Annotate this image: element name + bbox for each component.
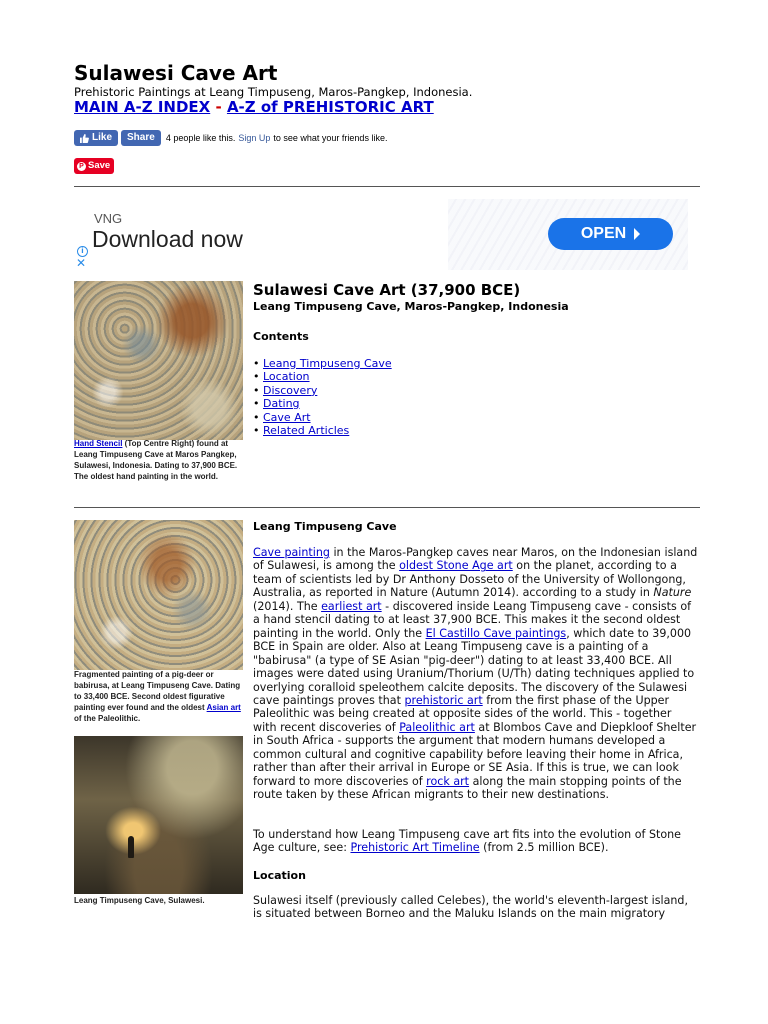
- paragraph-text: To understand how Leang Timpuseng cave art fits into the evolution of Stone Age culture, see:: [253, 828, 681, 855]
- divider: [74, 507, 700, 508]
- ad-open-label: OPEN: [580, 225, 627, 242]
- contents-link-related-articles[interactable]: Related Articles: [263, 424, 350, 438]
- contents-link-leang-timpuseng[interactable]: Leang Timpuseng Cave: [263, 357, 392, 370]
- babirusa-caption: [74, 669, 244, 724]
- contents-item: [253, 397, 392, 410]
- nav-separator: -: [215, 98, 222, 116]
- paragraph-text: at Blombos Cave and Diepkloof Shelter in South Africa - supports the argument that modern humans developed a common cultural and cognitive capability before leaving their home in Africa, rather than after their arrival in Europe or SE Asia. If this is true, we can look forward to more discoveries of: [253, 720, 697, 788]
- close-icon[interactable]: ✕: [76, 256, 87, 270]
- facebook-share-button[interactable]: Share: [121, 130, 161, 146]
- facebook-like-button[interactable]: [74, 130, 118, 146]
- ad-advertiser: VNG: [94, 211, 123, 226]
- ad-open-button[interactable]: [548, 218, 673, 250]
- contents-heading: Contents: [253, 330, 309, 343]
- article-title: Sulawesi Cave Art (37,900 BCE): [253, 281, 521, 299]
- paragraph-text: along the main stopping points of the route taken by these African migrants to their new destinations.: [253, 774, 682, 802]
- asian-art-link[interactable]: Asian art: [206, 703, 241, 712]
- paragraph-location: Sulawesi itself (previously called Celebes), the world's eleventh-largest island, is situated between Borneo and the Maluku Islands on the main migratory: [253, 894, 688, 921]
- contents-link-location[interactable]: Location: [263, 370, 310, 384]
- el-castillo-link[interactable]: El Castillo Cave paintings: [425, 626, 567, 640]
- contents-link-cave-art[interactable]: Cave Art: [263, 410, 311, 424]
- babirusa-painting-photo: [74, 520, 243, 670]
- contents-item: [253, 370, 392, 383]
- cave-interior-photo: [74, 736, 243, 894]
- babirusa-caption-text: Fragmented painting of a pig-deer or babirusa, at Leang Timpuseng Cave. Dating to 33,400 BCE. Second oldest figurative painting ever found and the oldest: [74, 670, 241, 712]
- prehistoric-art-link[interactable]: prehistoric art: [404, 693, 483, 707]
- signup-suffix-text: to see what your friends like.: [273, 133, 388, 143]
- paragraph-text: , which date to 39,000 BCE in Spain are older. Also at Leang Timpuseng cave is a painting of a "babirusa" (a type of SE Asian "pig-deer") dating to at least 33,400 BCE. All images were dated using Uranium/Thorium (U/Th) dating techniques applied to overlying coralloid speleothem calcite deposits. The discovery of the Sulawesi cave paintings proves that: [253, 626, 695, 707]
- info-icon[interactable]: i: [77, 246, 88, 257]
- arrow-right-icon: [634, 228, 640, 240]
- ad-banner[interactable]: [74, 199, 688, 270]
- oldest-stone-age-art-link[interactable]: oldest Stone Age art: [399, 559, 513, 573]
- cave-caption: Leang Timpuseng Cave, Sulawesi.: [74, 896, 205, 905]
- page-title: Sulawesi Cave Art: [74, 61, 278, 85]
- contents-link-dating[interactable]: Dating: [263, 397, 300, 411]
- article-subtitle: Leang Timpuseng Cave, Maros-Pangkep, Indonesia: [253, 300, 569, 313]
- pinterest-icon: P: [77, 162, 86, 171]
- az-prehistoric-art-link[interactable]: A-Z of PREHISTORIC ART: [226, 98, 434, 116]
- babirusa-caption-suffix: of the Paleolithic.: [74, 714, 141, 723]
- cave-explorer-figure: [128, 836, 134, 858]
- divider: [74, 186, 700, 187]
- contents-link-discovery[interactable]: Discovery: [263, 383, 318, 397]
- ad-headline[interactable]: Download now: [92, 226, 243, 252]
- hand-stencil-caption-text: (Top Centre Right) found at Leang Timpuseng Cave at Maros Pangkep, Sulawesi, Indonesia. Dating to 37,900 BCE. The oldest hand painting in the world.: [74, 439, 238, 481]
- page-subtitle: Prehistoric Paintings at Leang Timpuseng, Maros-Pangkep, Indonesia.: [74, 85, 473, 99]
- like-label: Like: [92, 132, 113, 143]
- paragraph-text: on the planet, according to a team of scientists led by Dr Anthony Dosseto of the University of Wollongong, Australia, as reported in Nature (Autumn 2014). according to a study in: [253, 559, 686, 600]
- hand-stencil-caption: [74, 438, 244, 482]
- save-label: Save: [88, 160, 111, 171]
- cave-painting-link[interactable]: Cave painting: [253, 546, 330, 559]
- top-nav: [74, 98, 434, 116]
- paragraph-text: in the Maros-Pangkep caves near Maros, on the Indonesian island of Sulawesi, is among the: [253, 546, 698, 573]
- rock-art-link[interactable]: rock art: [426, 774, 470, 788]
- paragraph-text: (2014). The: [253, 599, 322, 613]
- like-count-text: 4 people like this.: [165, 133, 236, 143]
- nature-journal-name: Nature: [653, 586, 692, 600]
- hand-stencil-photo: [74, 281, 243, 440]
- hand-stencil-link[interactable]: Hand Stencil: [74, 439, 123, 448]
- pinterest-save-button[interactable]: [74, 158, 114, 174]
- contents-list: [253, 357, 392, 437]
- prehistoric-art-timeline-link[interactable]: Prehistoric Art Timeline: [350, 841, 480, 855]
- section-heading-leang-timpuseng: Leang Timpuseng Cave: [253, 520, 397, 533]
- facebook-like-bar: [74, 130, 387, 146]
- thumbs-up-icon: [80, 134, 89, 143]
- contents-item: [253, 411, 392, 424]
- paragraph-text: from the first phase of the Upper Paleolithic was being created at opposite sides of the world. This - together with recent discoveries of: [253, 693, 672, 734]
- contents-item: [253, 424, 392, 437]
- main-az-index-link[interactable]: MAIN A-Z INDEX: [74, 98, 211, 116]
- section-heading-location: Location: [253, 869, 306, 882]
- earliest-art-link[interactable]: earliest art: [321, 599, 382, 613]
- paragraph-leang-timpuseng: [253, 546, 698, 802]
- paragraph-text: - discovered inside Leang Timpuseng cave - consists of a hand stencil dating to at least 37,900 BCE. This makes it the second oldest painting in the world. Only the: [253, 599, 692, 640]
- paragraph-timeline: [253, 828, 698, 855]
- contents-item: [253, 384, 392, 397]
- facebook-signup-link[interactable]: Sign Up: [238, 133, 271, 143]
- paragraph-text: (from 2.5 million BCE).: [479, 841, 609, 855]
- paleolithic-art-link[interactable]: Paleolithic art: [399, 720, 475, 734]
- contents-item: [253, 357, 392, 370]
